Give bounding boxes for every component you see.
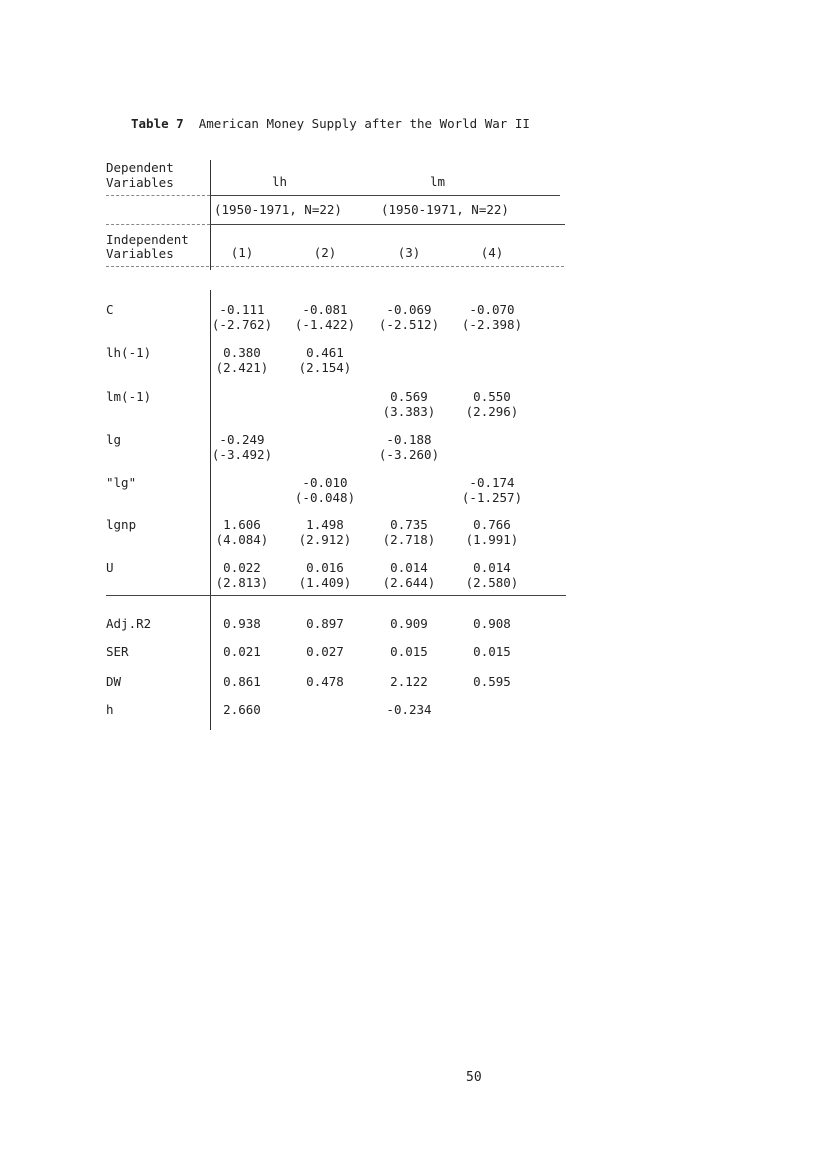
t-statistic-cell: (2.296) <box>465 404 519 419</box>
independent-label-line2: Variables <box>106 246 174 261</box>
coefficient-cell: -0.249 <box>219 432 265 447</box>
stat-value: 0.938 <box>223 616 261 631</box>
header-rule-left <box>106 195 210 196</box>
t-statistic-cell: (2.154) <box>298 360 352 375</box>
header-rule-left-2 <box>106 224 210 225</box>
t-statistic-cell: (3.383) <box>382 404 436 419</box>
independent-label-line1: Independent <box>106 232 189 247</box>
dependent-lh: lh <box>272 174 288 189</box>
coefficient-cell: -0.188 <box>386 432 432 447</box>
coefficient-cell: 0.380 <box>223 345 261 360</box>
header-rule-mid <box>210 224 565 225</box>
t-statistic-cell: (1.409) <box>298 575 352 590</box>
row-label: lh(-1) <box>106 345 152 360</box>
t-statistic-cell: (4.084) <box>215 532 269 547</box>
stat-label: DW <box>106 674 122 689</box>
stat-value: 0.897 <box>306 616 344 631</box>
coefficient-cell: 1.606 <box>223 517 261 532</box>
stat-value: 2.122 <box>390 674 428 689</box>
t-statistic-cell: (-0.048) <box>294 490 356 505</box>
coefficient-cell: 0.014 <box>390 560 428 575</box>
header-rule-bottom <box>106 266 564 267</box>
coefficient-cell: 0.766 <box>473 517 511 532</box>
header-rule-top <box>210 195 560 196</box>
coefficient-cell: -0.069 <box>386 302 432 317</box>
stat-value: 0.027 <box>306 644 344 659</box>
dependent-lm: lm <box>430 174 446 189</box>
t-statistic-cell: (2.421) <box>215 360 269 375</box>
table-number: Table 7 <box>131 116 184 131</box>
period-lm: (1950-1971, N=22) <box>381 202 509 217</box>
coefficient-cell: 1.498 <box>306 517 344 532</box>
coefficient-cell: -0.081 <box>302 302 348 317</box>
period-lh: (1950-1971, N=22) <box>214 202 342 217</box>
stat-value: 0.015 <box>473 644 511 659</box>
stat-value: 0.909 <box>390 616 428 631</box>
t-statistic-cell: (2.644) <box>382 575 436 590</box>
t-statistic-cell: (1.991) <box>465 532 519 547</box>
coefficient-cell: 0.014 <box>473 560 511 575</box>
stat-label: SER <box>106 644 129 659</box>
page-number: 50 <box>466 1070 482 1085</box>
row-label: C <box>106 302 114 317</box>
coefficient-cell: 0.569 <box>390 389 428 404</box>
stat-value: 0.021 <box>223 644 261 659</box>
row-label: lgnp <box>106 517 137 532</box>
coefficient-cell: -0.111 <box>219 302 265 317</box>
stat-value: 2.660 <box>223 702 261 717</box>
t-statistic-cell: (-2.398) <box>461 317 523 332</box>
model-header-4: (4) <box>480 245 504 260</box>
dependent-label-line2: Variables <box>106 175 174 190</box>
t-statistic-cell: (2.813) <box>215 575 269 590</box>
t-statistic-cell: (-2.762) <box>211 317 273 332</box>
row-label: U <box>106 560 114 575</box>
coefficient-cell: -0.070 <box>469 302 515 317</box>
table-caption: American Money Supply after the World War II <box>198 116 530 131</box>
row-label: "lg" <box>106 475 137 490</box>
row-label: lg <box>106 432 122 447</box>
coefficient-cell: 0.735 <box>390 517 428 532</box>
model-header-1: (1) <box>230 245 254 260</box>
stat-value: 0.478 <box>306 674 344 689</box>
t-statistic-cell: (2.718) <box>382 532 436 547</box>
table-title <box>131 116 530 131</box>
coefficient-cell: 0.461 <box>306 345 344 360</box>
stats-separator-rule <box>106 595 566 596</box>
stat-value: 0.861 <box>223 674 261 689</box>
coefficient-cell: -0.010 <box>302 475 348 490</box>
coefficient-cell: -0.174 <box>469 475 515 490</box>
t-statistic-cell: (-3.492) <box>211 447 273 462</box>
t-statistic-cell: (-2.512) <box>378 317 440 332</box>
coefficient-cell: 0.016 <box>306 560 344 575</box>
t-statistic-cell: (-3.260) <box>378 447 440 462</box>
stat-value: 0.015 <box>390 644 428 659</box>
t-statistic-cell: (-1.257) <box>461 490 523 505</box>
stat-label: Adj.R2 <box>106 616 152 631</box>
row-label: lm(-1) <box>106 389 152 404</box>
stat-label: h <box>106 702 114 717</box>
header-vertical-rule <box>210 160 211 270</box>
t-statistic-cell: (-1.422) <box>294 317 356 332</box>
t-statistic-cell: (2.580) <box>465 575 519 590</box>
dependent-label-line1: Dependent <box>106 160 174 175</box>
coefficient-cell: 0.022 <box>223 560 261 575</box>
stat-value: 0.908 <box>473 616 511 631</box>
stat-value: -0.234 <box>386 702 432 717</box>
coefficient-cell: 0.550 <box>473 389 511 404</box>
model-header-3: (3) <box>397 245 421 260</box>
model-header-2: (2) <box>313 245 337 260</box>
stat-value: 0.595 <box>473 674 511 689</box>
t-statistic-cell: (2.912) <box>298 532 352 547</box>
